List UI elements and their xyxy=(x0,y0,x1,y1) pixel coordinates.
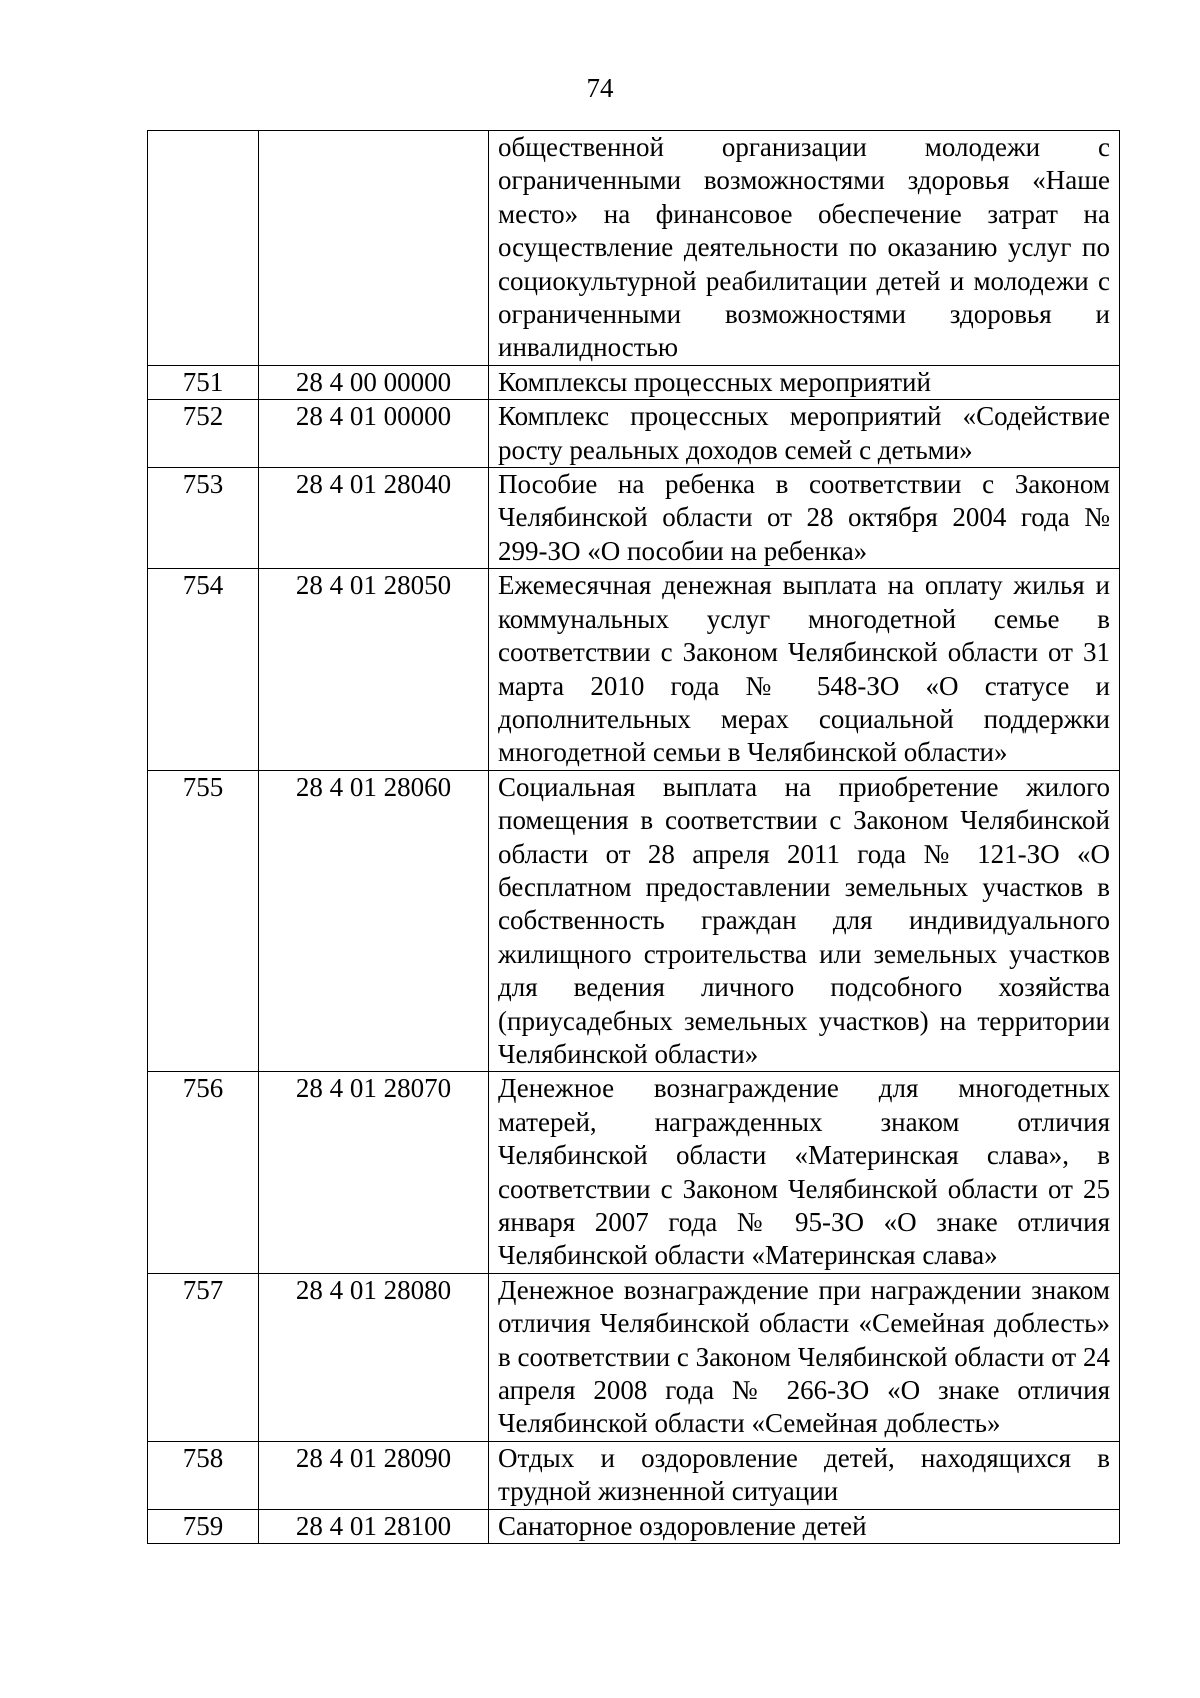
row-description: Социальная выплата на приобретение жилого помещения в соответствии с Законом Челябинской области от 28 апреля 2011 года № 121-ЗО «О бесплатном предоставлении земельных участков в собственность граждан для индивидуального жилищного строительства или земельных участков для ведения личного подсобного хозяйства (приусадебных земельных участков) на территории Челябинской области» xyxy=(489,770,1120,1072)
row-number: 753 xyxy=(148,468,259,569)
table-row xyxy=(148,1509,1120,1543)
row-description: Комплексы процессных мероприятий xyxy=(489,365,1120,399)
table-row xyxy=(148,400,1120,468)
row-number: 752 xyxy=(148,400,259,468)
row-code: 28 4 01 28090 xyxy=(259,1441,489,1509)
table-row xyxy=(148,1072,1120,1273)
row-description: Санаторное оздоровление детей xyxy=(489,1509,1120,1543)
row-number xyxy=(148,131,259,366)
table-row xyxy=(148,1273,1120,1441)
page-number: 74 xyxy=(586,73,614,103)
row-code: 28 4 01 28050 xyxy=(259,569,489,770)
row-description: Денежное вознаграждение для многодетных матерей, награжденных знаком отличия Челябинской области «Материнская слава», в соответствии с Законом Челябинской области от 25 января 2007 года № 95-ЗО «О знаке отличия Челябинской области «Материнская слава» xyxy=(489,1072,1120,1273)
row-description: Отдых и оздоровление детей, находящихся в трудной жизненной ситуации xyxy=(489,1441,1120,1509)
row-code: 28 4 01 28080 xyxy=(259,1273,489,1441)
row-code xyxy=(259,131,489,366)
table-row xyxy=(148,770,1120,1072)
classification-table xyxy=(147,130,1120,1544)
row-number: 754 xyxy=(148,569,259,770)
row-description: Ежемесячная денежная выплата на оплату жилья и коммунальных услуг многодетной семье в соответствии с Законом Челябинской области от 31 марта 2010 года № 548-ЗО «О статусе и дополнительных мерах социальной поддержки многодетной семьи в Челябинской области» xyxy=(489,569,1120,770)
row-code: 28 4 01 28060 xyxy=(259,770,489,1072)
row-number: 757 xyxy=(148,1273,259,1441)
row-code: 28 4 01 28040 xyxy=(259,468,489,569)
row-description: Пособие на ребенка в соответствии с Законом Челябинской области от 28 октября 2004 года № 299-ЗО «О пособии на ребенка» xyxy=(489,468,1120,569)
table-row xyxy=(148,1441,1120,1509)
row-number: 751 xyxy=(148,365,259,399)
row-description: Комплекс процессных мероприятий «Содействие росту реальных доходов семей с детьми» xyxy=(489,400,1120,468)
table-row xyxy=(148,131,1120,366)
row-number: 756 xyxy=(148,1072,259,1273)
row-number: 755 xyxy=(148,770,259,1072)
row-description: Денежное вознаграждение при награждении знаком отличия Челябинской области «Семейная доблесть» в соответствии с Законом Челябинской области от 24 апреля 2008 года № 266-ЗО «О знаке отличия Челябинской области «Семейная доблесть» xyxy=(489,1273,1120,1441)
row-number: 758 xyxy=(148,1441,259,1509)
row-number: 759 xyxy=(148,1509,259,1543)
table-row xyxy=(148,468,1120,569)
row-code: 28 4 01 28070 xyxy=(259,1072,489,1273)
row-code: 28 4 00 00000 xyxy=(259,365,489,399)
table-row xyxy=(148,569,1120,770)
row-code: 28 4 01 28100 xyxy=(259,1509,489,1543)
table-row xyxy=(148,365,1120,399)
row-code: 28 4 01 00000 xyxy=(259,400,489,468)
row-description: общественной организации молодежи с ограниченными возможностями здоровья «Наше место» на финансовое обеспечение затрат на осуществление деятельности по оказанию услуг по социокультурной реабилитации детей и молодежи с ограниченными возможностями здоровья и инвалидностью xyxy=(489,131,1120,366)
